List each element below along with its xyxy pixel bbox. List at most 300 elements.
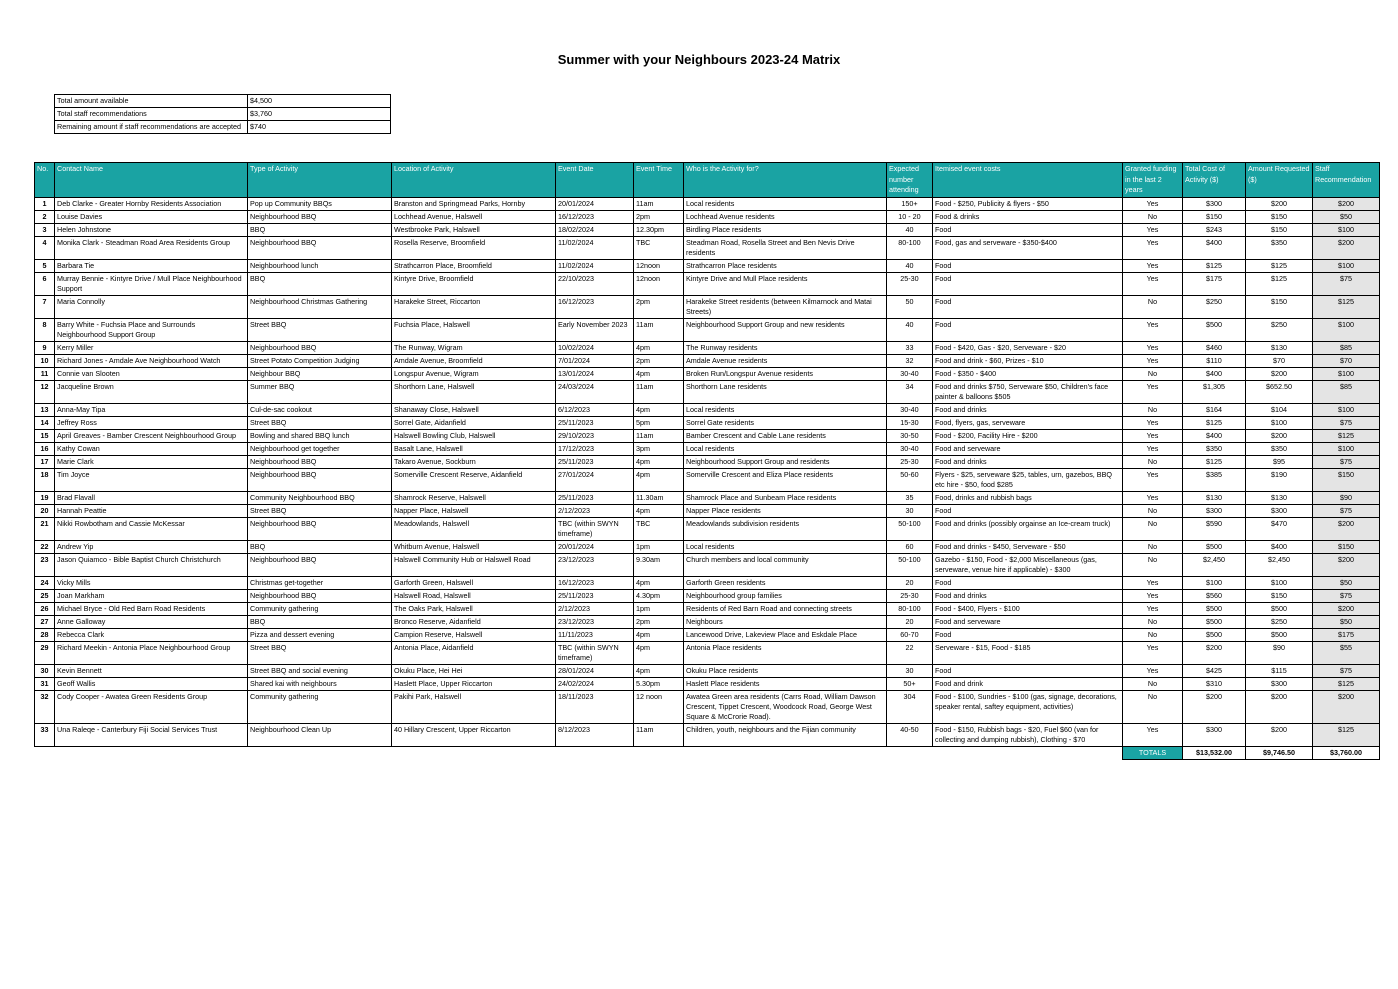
table-row <box>35 518 1380 541</box>
table-cell: BBQ <box>248 224 392 237</box>
table-cell: Takaro Avenue, Sockburn <box>392 456 556 469</box>
table-cell: Kevin Bennett <box>55 665 248 678</box>
table-cell: $350 <box>1246 237 1313 260</box>
table-cell: Rebecca Clark <box>55 629 248 642</box>
table-cell: 10 <box>35 355 55 368</box>
column-header: Granted funding in the last 2 years <box>1123 163 1183 198</box>
table-cell: Yes <box>1123 603 1183 616</box>
table-cell: Vicky Mills <box>55 577 248 590</box>
table-cell: $200 <box>1313 198 1380 211</box>
page-title: Summer with your Neighbours 2023-24 Matrix <box>557 52 841 67</box>
table-cell: Geoff Wallis <box>55 678 248 691</box>
table-cell: Steadman Road, Rosella Street and Ben Nevis Drive residents <box>684 237 887 260</box>
table-cell: $90 <box>1246 642 1313 665</box>
table-cell: Awatea Green area residents (Carrs Road, William Dawson Crescent, Tippet Crescent, Woodcock Road, George West Square & McCrorie Road). <box>684 691 887 724</box>
table-cell: Birdling Place residents <box>684 224 887 237</box>
table-cell: Branston and Springmead Parks, Hornby <box>392 198 556 211</box>
table-cell: $75 <box>1313 505 1380 518</box>
table-cell: 25-30 <box>887 590 933 603</box>
table-cell: 1pm <box>634 603 684 616</box>
table-cell: Yes <box>1123 430 1183 443</box>
table-cell: Pizza and dessert evening <box>248 629 392 642</box>
table-cell: Yes <box>1123 224 1183 237</box>
table-cell: Food <box>933 224 1123 237</box>
table-cell: $200 <box>1313 237 1380 260</box>
table-cell: No <box>1123 554 1183 577</box>
table-cell: $90 <box>1313 492 1380 505</box>
table-cell: Food <box>933 505 1123 518</box>
table-row <box>35 603 1380 616</box>
table-cell: $310 <box>1183 678 1246 691</box>
table-cell: Longspur Avenue, Wigram <box>392 368 556 381</box>
table-cell: $350 <box>1246 443 1313 456</box>
table-cell: Food and drinks $750, Serveware $50, Children's face painter & balloons $505 <box>933 381 1123 404</box>
table-cell: $200 <box>1313 603 1380 616</box>
table-cell: 40 <box>887 319 933 342</box>
table-cell: 30-40 <box>887 443 933 456</box>
table-cell: Neighbourhood BBQ <box>248 518 392 541</box>
table-cell: 32 <box>35 691 55 724</box>
table-row <box>35 691 1380 724</box>
table-cell: 12 <box>35 381 55 404</box>
table-cell: Food - $150, Rubbish bags - $20, Fuel $60 (van for collecting and dumping rubbish), Clothing - $70 <box>933 724 1123 747</box>
table-cell: Harakeke Street, Riccarton <box>392 296 556 319</box>
table-cell: Food, drinks and rubbish bags <box>933 492 1123 505</box>
table-cell: Okuku Place residents <box>684 665 887 678</box>
table-cell: Barbara Tie <box>55 260 248 273</box>
table-cell: Broken Run/Longspur Avenue residents <box>684 368 887 381</box>
table-cell: $85 <box>1313 342 1380 355</box>
table-cell: Yes <box>1123 260 1183 273</box>
table-cell: $243 <box>1183 224 1246 237</box>
column-header: Staff Recommendation <box>1313 163 1380 198</box>
table-cell: Neighbour BBQ <box>248 368 392 381</box>
table-cell: 34 <box>887 381 933 404</box>
table-row <box>35 417 1380 430</box>
table-cell: Community gathering <box>248 691 392 724</box>
table-cell: Jason Quiamco - Bible Baptist Church Christchurch <box>55 554 248 577</box>
table-cell: Yes <box>1123 665 1183 678</box>
column-header: Type of Activity <box>248 163 392 198</box>
table-cell: Food - $100, Sundries - $100 (gas, signage, decorations, speaker rental, saftey equipment, activities) <box>933 691 1123 724</box>
table-cell: $300 <box>1246 678 1313 691</box>
table-cell: Bamber Crescent and Cable Lane residents <box>684 430 887 443</box>
table-cell: 22/10/2023 <box>556 273 634 296</box>
table-row <box>35 590 1380 603</box>
table-row <box>35 443 1380 456</box>
table-cell: $115 <box>1246 665 1313 678</box>
table-row <box>35 296 1380 319</box>
column-header: Location of Activity <box>392 163 556 198</box>
table-cell: 11/11/2023 <box>556 629 634 642</box>
table-cell: 30-50 <box>887 430 933 443</box>
table-cell: 18/11/2023 <box>556 691 634 724</box>
table-cell: 19 <box>35 492 55 505</box>
totals-spacer <box>887 747 933 760</box>
table-cell: 25-30 <box>887 456 933 469</box>
table-cell: Neighbourhood BBQ <box>248 469 392 492</box>
table-cell: April Greaves - Bamber Crescent Neighbourhood Group <box>55 430 248 443</box>
table-cell: 4pm <box>634 456 684 469</box>
summary-row <box>55 121 391 134</box>
table-cell: 2pm <box>634 616 684 629</box>
table-cell: Local residents <box>684 198 887 211</box>
table-cell: $500 <box>1183 603 1246 616</box>
table-cell: Food and serveware <box>933 616 1123 629</box>
table-cell: Halswell Community Hub or Halswell Road <box>392 554 556 577</box>
table-cell: $75 <box>1313 665 1380 678</box>
table-cell: The Oaks Park, Halswell <box>392 603 556 616</box>
table-cell: Strathcarron Place, Broomfield <box>392 260 556 273</box>
column-header: Itemised event costs <box>933 163 1123 198</box>
table-cell: $500 <box>1246 629 1313 642</box>
table-cell: 28 <box>35 629 55 642</box>
table-row <box>35 430 1380 443</box>
table-cell: 30-40 <box>887 368 933 381</box>
table-cell: 29 <box>35 642 55 665</box>
table-cell: Children, youth, neighbours and the Fijian community <box>684 724 887 747</box>
table-cell: No <box>1123 518 1183 541</box>
table-cell: $175 <box>1313 629 1380 642</box>
table-cell: Murray Bennie - Kintyre Drive / Mull Place Neighbourhood Support <box>55 273 248 296</box>
table-cell: 30 <box>887 665 933 678</box>
table-cell: Food <box>933 319 1123 342</box>
table-cell: 15-30 <box>887 417 933 430</box>
table-cell: $150 <box>1246 211 1313 224</box>
table-cell: No <box>1123 211 1183 224</box>
table-cell: 5.30pm <box>634 678 684 691</box>
table-row <box>35 381 1380 404</box>
table-cell: 40 Hillary Crescent, Upper Riccarton <box>392 724 556 747</box>
table-cell: Early November 2023 <box>556 319 634 342</box>
table-cell: Maria Connolly <box>55 296 248 319</box>
table-row <box>35 404 1380 417</box>
table-cell: 11am <box>634 430 684 443</box>
table-cell: Yes <box>1123 381 1183 404</box>
table-cell: Community gathering <box>248 603 392 616</box>
table-cell: 30-40 <box>887 404 933 417</box>
table-cell: $200 <box>1313 518 1380 541</box>
table-cell: $125 <box>1313 724 1380 747</box>
table-cell: Street BBQ <box>248 417 392 430</box>
table-cell: $125 <box>1246 260 1313 273</box>
table-cell: $200 <box>1313 554 1380 577</box>
table-cell: Street BBQ <box>248 505 392 518</box>
table-cell: $110 <box>1183 355 1246 368</box>
table-cell: $125 <box>1313 678 1380 691</box>
table-cell: Pakihi Park, Halswell <box>392 691 556 724</box>
table-row <box>35 368 1380 381</box>
table-cell: Richard Jones - Amdale Ave Neighbourhood Watch <box>55 355 248 368</box>
table-cell: 50-100 <box>887 554 933 577</box>
table-row <box>35 505 1380 518</box>
table-cell: Yes <box>1123 590 1183 603</box>
table-cell: $75 <box>1313 590 1380 603</box>
table-cell: Yes <box>1123 342 1183 355</box>
table-cell: 2/12/2023 <box>556 505 634 518</box>
table-cell: $100 <box>1183 577 1246 590</box>
table-cell: Serveware - $15, Food - $185 <box>933 642 1123 665</box>
table-row <box>35 616 1380 629</box>
table-cell: Food <box>933 273 1123 296</box>
table-cell: $500 <box>1183 616 1246 629</box>
table-cell: Kintyre Drive, Broomfield <box>392 273 556 296</box>
table-cell: Monika Clark - Steadman Road Area Residents Group <box>55 237 248 260</box>
table-row <box>35 665 1380 678</box>
table-cell: $75 <box>1313 273 1380 296</box>
table-cell: 11/02/2024 <box>556 260 634 273</box>
table-cell: Pop up Community BBQs <box>248 198 392 211</box>
table-cell: $100 <box>1313 404 1380 417</box>
table-cell: $150 <box>1313 541 1380 554</box>
table-cell: 8/12/2023 <box>556 724 634 747</box>
table-cell: Shorthorn Lane, Halswell <box>392 381 556 404</box>
table-cell: $125 <box>1183 456 1246 469</box>
table-cell: No <box>1123 456 1183 469</box>
table-cell: Halswell Bowling Club, Halswell <box>392 430 556 443</box>
table-cell: Sorrel Gate, Aidanfield <box>392 417 556 430</box>
table-cell: Kintyre Drive and Mull Place residents <box>684 273 887 296</box>
table-row <box>35 342 1380 355</box>
table-cell: Anne Galloway <box>55 616 248 629</box>
table-row <box>35 224 1380 237</box>
table-cell: $125 <box>1183 417 1246 430</box>
table-cell: Neighbourhood Support Group and new residents <box>684 319 887 342</box>
table-cell: Yes <box>1123 237 1183 260</box>
table-cell: 25 <box>35 590 55 603</box>
summary-row <box>55 95 391 108</box>
table-cell: $75 <box>1313 456 1380 469</box>
table-cell: $500 <box>1246 603 1313 616</box>
table-cell: Jacqueline Brown <box>55 381 248 404</box>
table-cell: Barry White - Fuchsia Place and Surrounds Neighbourhood Support Group <box>55 319 248 342</box>
table-cell: Summer BBQ <box>248 381 392 404</box>
column-header: Contact Name <box>55 163 248 198</box>
table-cell: 20 <box>35 505 55 518</box>
table-cell: 26 <box>35 603 55 616</box>
table-cell: Connie van Slooten <box>55 368 248 381</box>
table-cell: Brad Flavall <box>55 492 248 505</box>
table-cell: Shamrock Place and Sunbeam Place residents <box>684 492 887 505</box>
table-cell: $250 <box>1246 616 1313 629</box>
table-cell: Food and drinks <box>933 404 1123 417</box>
table-cell: Food and drink - $60, Prizes - $10 <box>933 355 1123 368</box>
table-cell: $200 <box>1246 368 1313 381</box>
table-row <box>35 577 1380 590</box>
activity-matrix-table <box>34 162 1380 760</box>
table-row <box>35 724 1380 747</box>
table-cell: Strathcarron Place residents <box>684 260 887 273</box>
table-cell: Cody Cooper - Awatea Green Residents Group <box>55 691 248 724</box>
table-cell: 8 <box>35 319 55 342</box>
table-cell: 12noon <box>634 273 684 296</box>
table-cell: $125 <box>1183 260 1246 273</box>
table-cell: $130 <box>1246 342 1313 355</box>
summary-row <box>55 108 391 121</box>
table-cell: $2,450 <box>1246 554 1313 577</box>
table-cell: Louise Davies <box>55 211 248 224</box>
table-cell: 12 noon <box>634 691 684 724</box>
totals-spacer <box>55 747 248 760</box>
table-row <box>35 237 1380 260</box>
table-cell: 23 <box>35 554 55 577</box>
table-cell: $200 <box>1183 642 1246 665</box>
table-cell: 10/02/2024 <box>556 342 634 355</box>
table-cell: 2pm <box>634 211 684 224</box>
table-cell: Lochhead Avenue residents <box>684 211 887 224</box>
table-cell: Flyers - $25, serveware $25, tables, urn, gazebos, BBQ etc hire - $50, food $285 <box>933 469 1123 492</box>
table-cell: $150 <box>1313 469 1380 492</box>
table-cell: Yes <box>1123 198 1183 211</box>
table-row <box>35 198 1380 211</box>
table-cell: Andrew Yip <box>55 541 248 554</box>
table-cell: 2pm <box>634 355 684 368</box>
table-cell: 20 <box>887 616 933 629</box>
table-cell: $175 <box>1183 273 1246 296</box>
table-cell: Lochhead Avenue, Halswell <box>392 211 556 224</box>
table-cell: 15 <box>35 430 55 443</box>
table-cell: Shared kai with neighbours <box>248 678 392 691</box>
table-cell: Street BBQ and social evening <box>248 665 392 678</box>
table-cell: 7/01/2024 <box>556 355 634 368</box>
table-cell: Basalt Lane, Halswell <box>392 443 556 456</box>
table-cell: Shanaway Close, Halswell <box>392 404 556 417</box>
table-cell: Haslett Place residents <box>684 678 887 691</box>
table-cell: 304 <box>887 691 933 724</box>
table-cell: 18 <box>35 469 55 492</box>
table-cell: Neighbourhood BBQ <box>248 237 392 260</box>
table-cell: $85 <box>1313 381 1380 404</box>
column-header: Event Time <box>634 163 684 198</box>
summary-label: Remaining amount if staff recommendations are accepted <box>55 121 248 134</box>
table-cell: Neighbourhood BBQ <box>248 211 392 224</box>
table-cell: $55 <box>1313 642 1380 665</box>
column-header: Expected number attending <box>887 163 933 198</box>
table-cell: $50 <box>1313 577 1380 590</box>
table-cell: 50-60 <box>887 469 933 492</box>
table-cell: Yes <box>1123 469 1183 492</box>
table-cell: 23/12/2023 <box>556 616 634 629</box>
table-cell: Amdale Avenue, Broomfield <box>392 355 556 368</box>
table-cell: Bowling and shared BBQ lunch <box>248 430 392 443</box>
table-cell: The Runway, Wigram <box>392 342 556 355</box>
table-cell: $470 <box>1246 518 1313 541</box>
table-cell: $425 <box>1183 665 1246 678</box>
table-cell: $460 <box>1183 342 1246 355</box>
table-row <box>35 469 1380 492</box>
table-cell: $300 <box>1183 724 1246 747</box>
table-cell: Richard Meekin - Antonia Place Neighbourhood Group <box>55 642 248 665</box>
table-row <box>35 355 1380 368</box>
table-row <box>35 319 1380 342</box>
column-header: Who is the Activity for? <box>684 163 887 198</box>
table-cell: $130 <box>1246 492 1313 505</box>
table-cell: 11am <box>634 198 684 211</box>
table-cell: 29/10/2023 <box>556 430 634 443</box>
table-cell: 30 <box>35 665 55 678</box>
table-cell: 22 <box>35 541 55 554</box>
table-cell: 31 <box>35 678 55 691</box>
table-cell: No <box>1123 368 1183 381</box>
table-cell: Food and drinks - $450, Serveware - $50 <box>933 541 1123 554</box>
table-cell: Church members and local community <box>684 554 887 577</box>
table-cell: Antonia Place residents <box>684 642 887 665</box>
table-cell: Street BBQ <box>248 642 392 665</box>
totals-spacer <box>392 747 556 760</box>
table-cell: 9.30am <box>634 554 684 577</box>
table-cell: Shorthorn Lane residents <box>684 381 887 404</box>
table-cell: Local residents <box>684 404 887 417</box>
table-cell: Food <box>933 629 1123 642</box>
table-cell: 50-100 <box>887 518 933 541</box>
totals-spacer <box>634 747 684 760</box>
table-row <box>35 629 1380 642</box>
table-cell: Whitburn Avenue, Halswell <box>392 541 556 554</box>
table-cell: 25/11/2023 <box>556 492 634 505</box>
table-cell: $560 <box>1183 590 1246 603</box>
table-cell: Local residents <box>684 443 887 456</box>
table-cell: 25/11/2023 <box>556 590 634 603</box>
table-cell: Kerry Miller <box>55 342 248 355</box>
table-cell: Yes <box>1123 577 1183 590</box>
table-cell: 23/12/2023 <box>556 554 634 577</box>
table-cell: TBC <box>634 518 684 541</box>
totals-total-cost: $13,532.00 <box>1183 747 1246 760</box>
table-cell: 150+ <box>887 198 933 211</box>
table-cell: $500 <box>1183 319 1246 342</box>
table-cell: Amdale Avenue residents <box>684 355 887 368</box>
table-cell: $400 <box>1246 541 1313 554</box>
table-cell: 24/02/2024 <box>556 678 634 691</box>
table-cell: Campion Reserve, Halswell <box>392 629 556 642</box>
table-cell: Neighbourhood get together <box>248 443 392 456</box>
table-cell: Lancewood Drive, Lakeview Place and Eskdale Place <box>684 629 887 642</box>
summary-value: $4,500 <box>248 95 391 108</box>
table-cell: Food <box>933 665 1123 678</box>
table-cell: $75 <box>1313 417 1380 430</box>
table-cell: $150 <box>1183 211 1246 224</box>
table-cell: $200 <box>1246 430 1313 443</box>
table-cell: The Runway residents <box>684 342 887 355</box>
table-cell: $100 <box>1313 319 1380 342</box>
totals-staff: $3,760.00 <box>1313 747 1380 760</box>
table-cell: Hannah Peattie <box>55 505 248 518</box>
table-cell: Napper Place, Halswell <box>392 505 556 518</box>
table-cell: Shamrock Reserve, Halswell <box>392 492 556 505</box>
table-cell: $190 <box>1246 469 1313 492</box>
table-cell: $400 <box>1183 237 1246 260</box>
table-cell: $164 <box>1183 404 1246 417</box>
table-cell: Food <box>933 260 1123 273</box>
table-cell: 16 <box>35 443 55 456</box>
table-cell: Somerville Crescent Reserve, Aidanfield <box>392 469 556 492</box>
table-cell: BBQ <box>248 541 392 554</box>
table-cell: Food & drinks <box>933 211 1123 224</box>
table-cell: Neighbourhood Christmas Gathering <box>248 296 392 319</box>
table-cell: Garforth Green, Halswell <box>392 577 556 590</box>
totals-row <box>35 747 1380 760</box>
table-cell: 21 <box>35 518 55 541</box>
table-cell: Fuchsia Place, Halswell <box>392 319 556 342</box>
table-cell: 16/12/2023 <box>556 577 634 590</box>
table-cell: 40 <box>887 224 933 237</box>
table-cell: Community Neighbourhood BBQ <box>248 492 392 505</box>
table-cell: $200 <box>1246 724 1313 747</box>
table-cell: 6 <box>35 273 55 296</box>
table-cell: 4pm <box>634 342 684 355</box>
table-cell: Yes <box>1123 273 1183 296</box>
table-cell: Street BBQ <box>248 319 392 342</box>
